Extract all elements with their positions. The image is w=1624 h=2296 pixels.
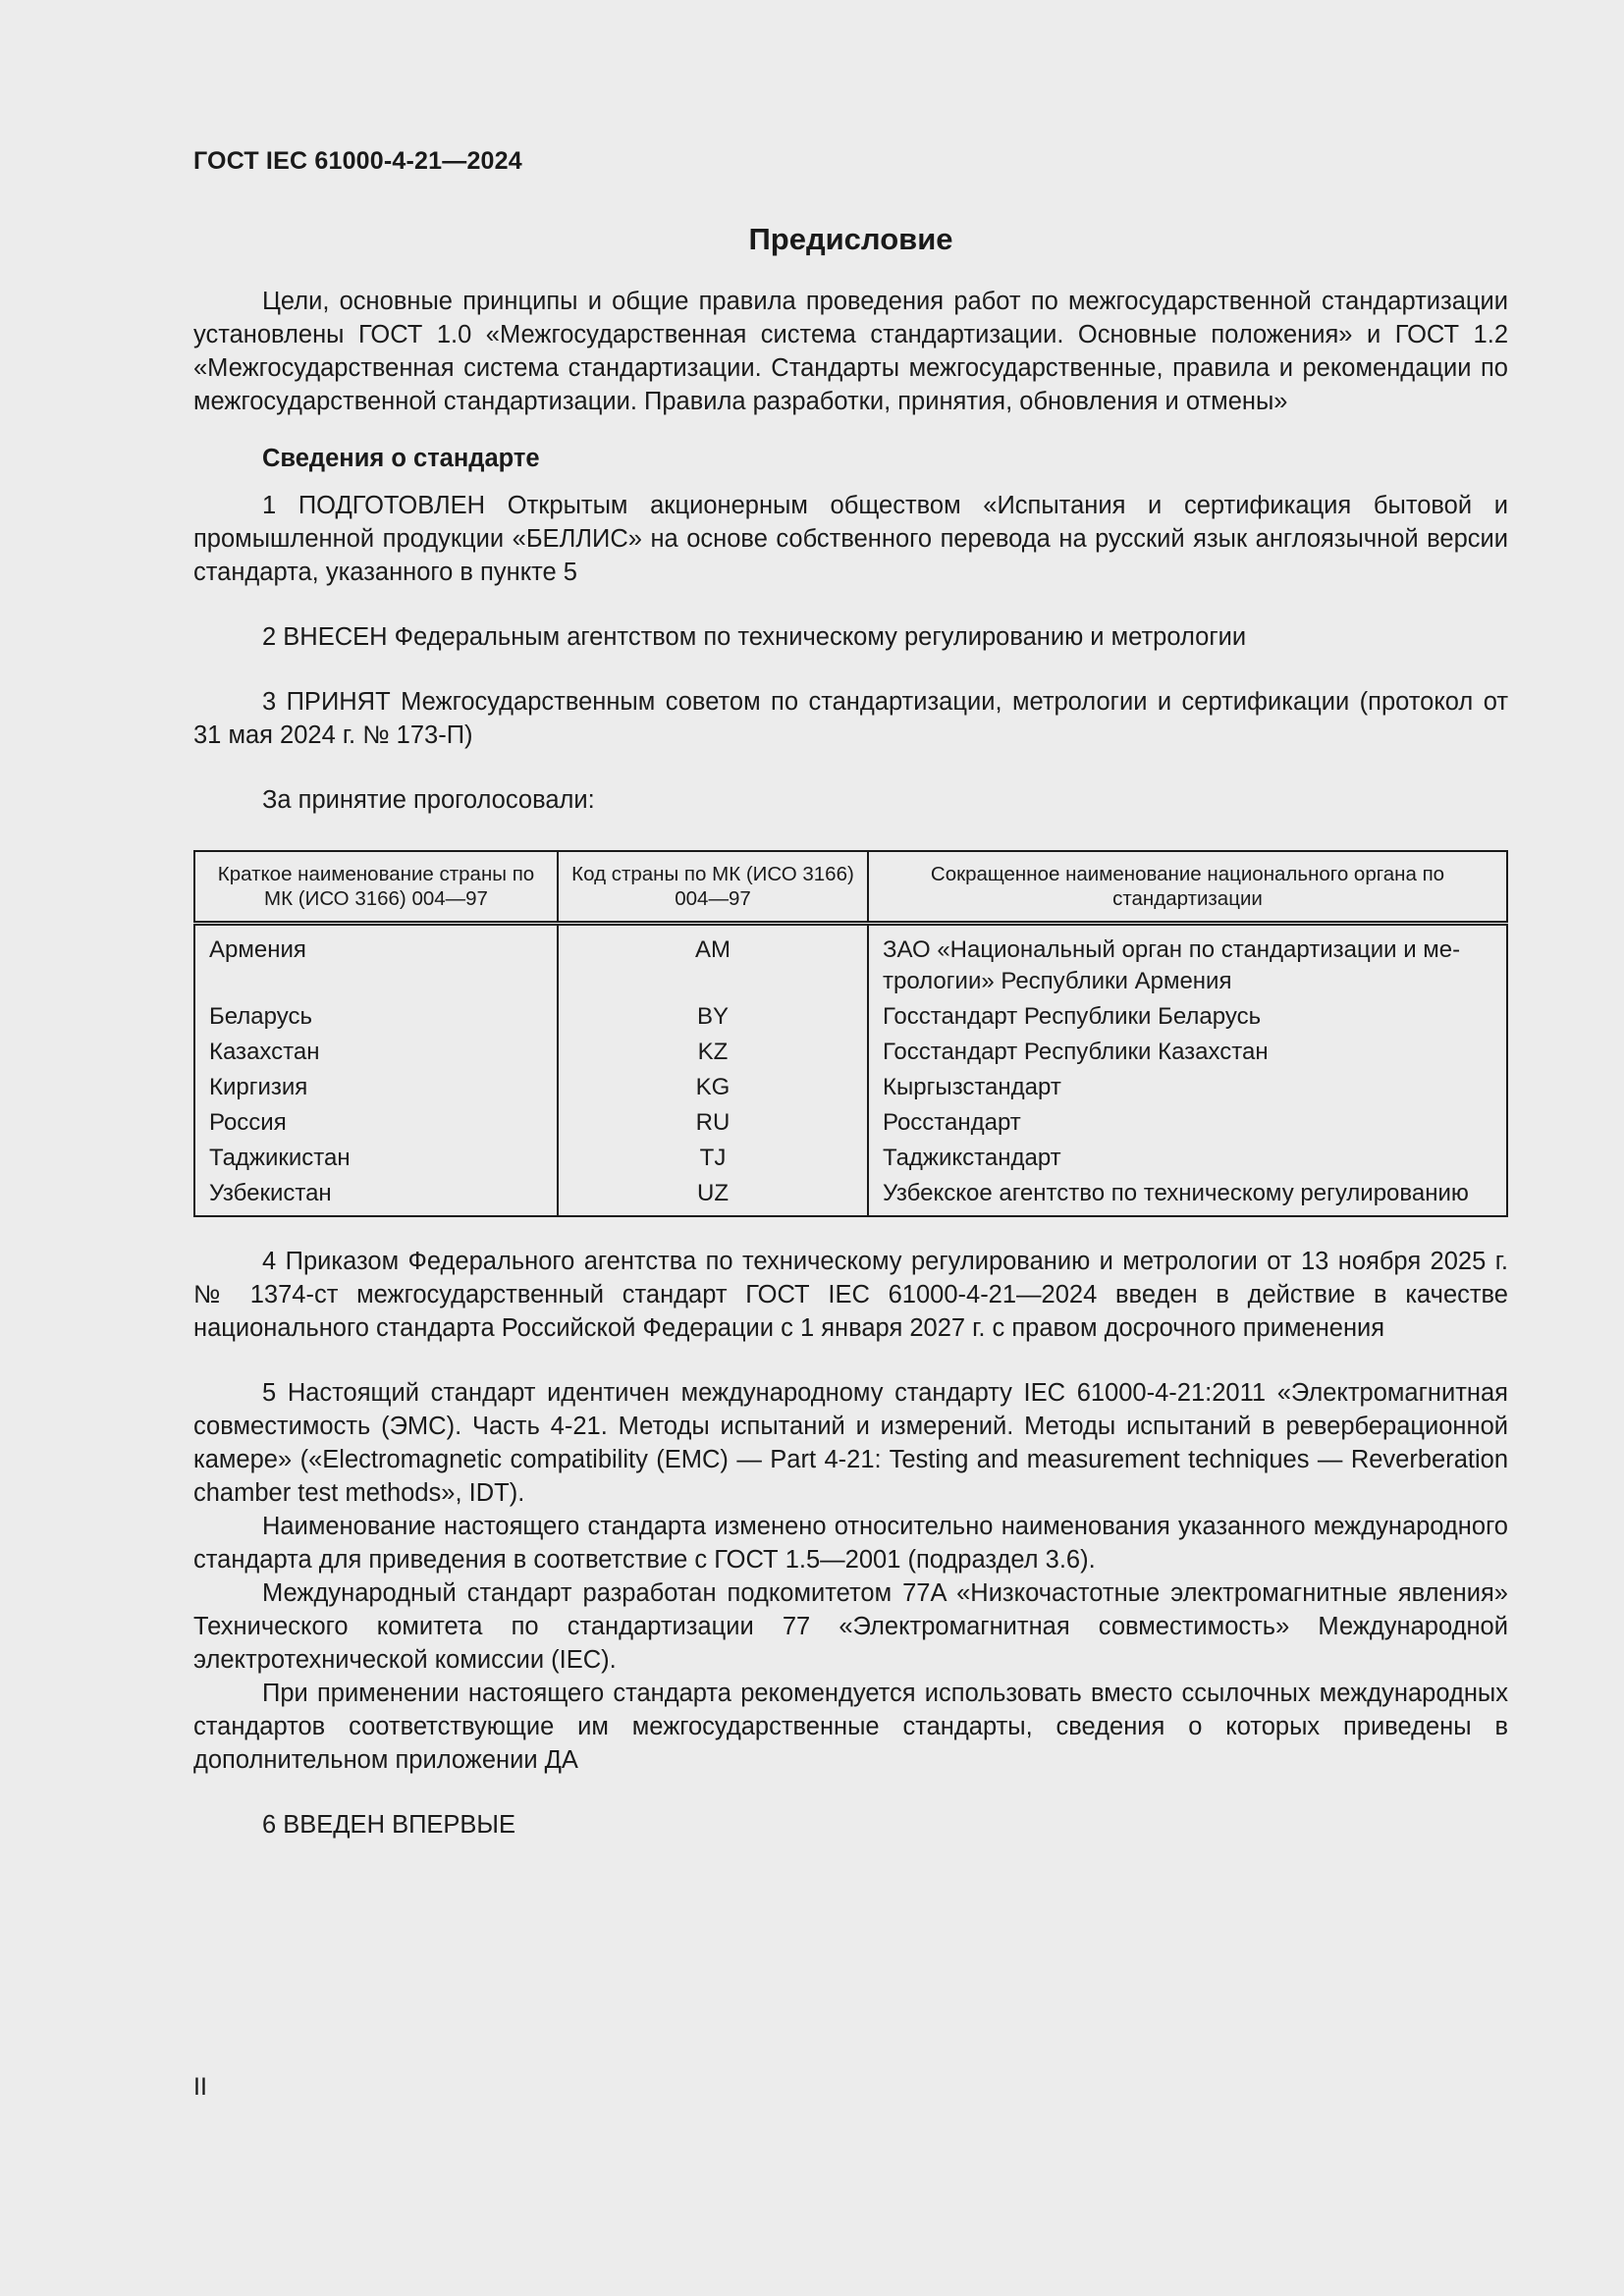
table-row (194, 999, 1507, 1035)
item-5-references-note: При применении настоящего стандарта рекомендуется использовать вместо ссылочных международных стандартов соответствующие им межгосударственные стандарты, сведения о которых приведены в дополнительном приложении ДА (193, 1680, 1508, 1774)
item-6: 6 ВВЕДЕН ВПЕРВЫЕ (262, 1811, 516, 1839)
item-5-name-note: Наименование настоящего стандарта изменено относительно наименования указанного международного стандарта для приведения в соответствие с ГОСТ 1.5—2001 (подраздел 3.6). (193, 1513, 1508, 1574)
table-row (194, 1176, 1507, 1216)
table-row (194, 1105, 1507, 1141)
country-cell: Армения (194, 924, 558, 1000)
item-5: 5 Настоящий стандарт идентичен международному стандарту IEC 61000-4-21:2011 «Электромагнитная совместимость (ЭМС). Часть 4-21. Методы испытаний и измерений. Методы испытаний в реверберационной камере» («Electromagnetic compatibility (EMC) — Part 4-21: Testing and measurement techniques — Reverberation chamber test methods», IDT). (193, 1379, 1508, 1507)
standard-designation: ГОСТ IEC 61000-4-21—2024 (193, 147, 522, 175)
table-row (194, 1141, 1507, 1176)
item-2: 2 ВНЕСЕН Федеральным агентством по техническому регулированию и метрологии (262, 623, 1247, 651)
country-cell: Таджикистан (194, 1141, 558, 1176)
voted-label: За принятие проголосовали: (262, 786, 595, 814)
item-4: 4 Приказом Федерального агентства по техническому регулированию и метрологии от 13 ноября 2025 г. № 1374-ст межгосударственный стандарт ГОСТ IEC 61000-4-21—2024 введен в действие в качестве национального стандарта Российской Федерации с 1 января 2027 г. с правом досрочного применения (193, 1248, 1508, 1342)
body-cell: Госстандарт Республики Казахстан (883, 1039, 1269, 1065)
item-1: 1 ПОДГОТОВЛЕН Открытым акционерным обществом «Испытания и сертификация бытовой и промышленной продукции «БЕЛЛИС» на основе собственного перевода на русский язык англоязычной версии стандарта, указанного в пункте 5 (193, 492, 1508, 586)
body-cell: Кыргызстандарт (883, 1074, 1061, 1100)
voting-table-wrapper (193, 850, 1508, 1217)
table-header-row (194, 851, 1507, 924)
body-cell: ЗАО «Национальный орган по стандартизации и метрологии» Республики Армения (883, 936, 1461, 994)
country-cell: Беларусь (194, 999, 558, 1035)
body-cell: Росстандарт (883, 1109, 1021, 1136)
code-cell: UZ (558, 1176, 868, 1216)
table-row (194, 1035, 1507, 1070)
code-cell: AM (558, 924, 868, 1000)
code-cell: TJ (558, 1141, 868, 1176)
country-cell: Россия (194, 1105, 558, 1141)
header-country: Краткое наименование страны по МК (ИСО 3166) 004—97 (194, 851, 558, 924)
code-cell: BY (558, 999, 868, 1035)
body-cell: Узбекское агентство по техническому регулированию (883, 1180, 1469, 1206)
intro-paragraph: Цели, основные принципы и общие правила проведения работ по межгосударственной стандартизации установлены ГОСТ 1.0 «Межгосударственная система стандартизации. Основные положения» и ГОСТ 1.2 «Межгосударственная система стандартизации. Стандарты межгосударственные, правила и рекомендации по межгосударственной стандартизации. Правила разработки, принятия, обновления и отмены» (193, 288, 1508, 415)
table-row (194, 1070, 1507, 1105)
voting-table (193, 850, 1508, 1217)
page-title: Предисловие (748, 222, 953, 256)
document-body (193, 285, 1508, 1842)
item-3: 3 ПРИНЯТ Межгосударственным советом по стандартизации, метрологии и сертификации (протокол от 31 мая 2024 г. № 173-П) (193, 688, 1508, 749)
item-5-developer-note: Международный стандарт разработан подкомитетом 77A «Низкочастотные электромагнитные явления» Технического комитета по стандартизации 77 «Электромагнитная совместимость» Международной электротехнической комиссии (IEC). (193, 1579, 1508, 1674)
country-cell: Киргизия (194, 1070, 558, 1105)
code-cell: RU (558, 1105, 868, 1141)
code-cell: KG (558, 1070, 868, 1105)
country-cell: Казахстан (194, 1035, 558, 1070)
header-code: Код страны по МК (ИСО 3166) 004—97 (558, 851, 868, 924)
table-row (194, 924, 1507, 1000)
header-body: Сокращенное наименование национального органа по стандартизации (868, 851, 1507, 924)
section-subheading: Сведения о стандарте (262, 445, 540, 472)
country-cell: Узбекистан (194, 1176, 558, 1216)
body-cell: Госстандарт Республики Беларусь (883, 1003, 1262, 1030)
page-number: II (193, 2073, 207, 2101)
body-cell: Таджикстандарт (883, 1145, 1061, 1171)
code-cell: KZ (558, 1035, 868, 1070)
